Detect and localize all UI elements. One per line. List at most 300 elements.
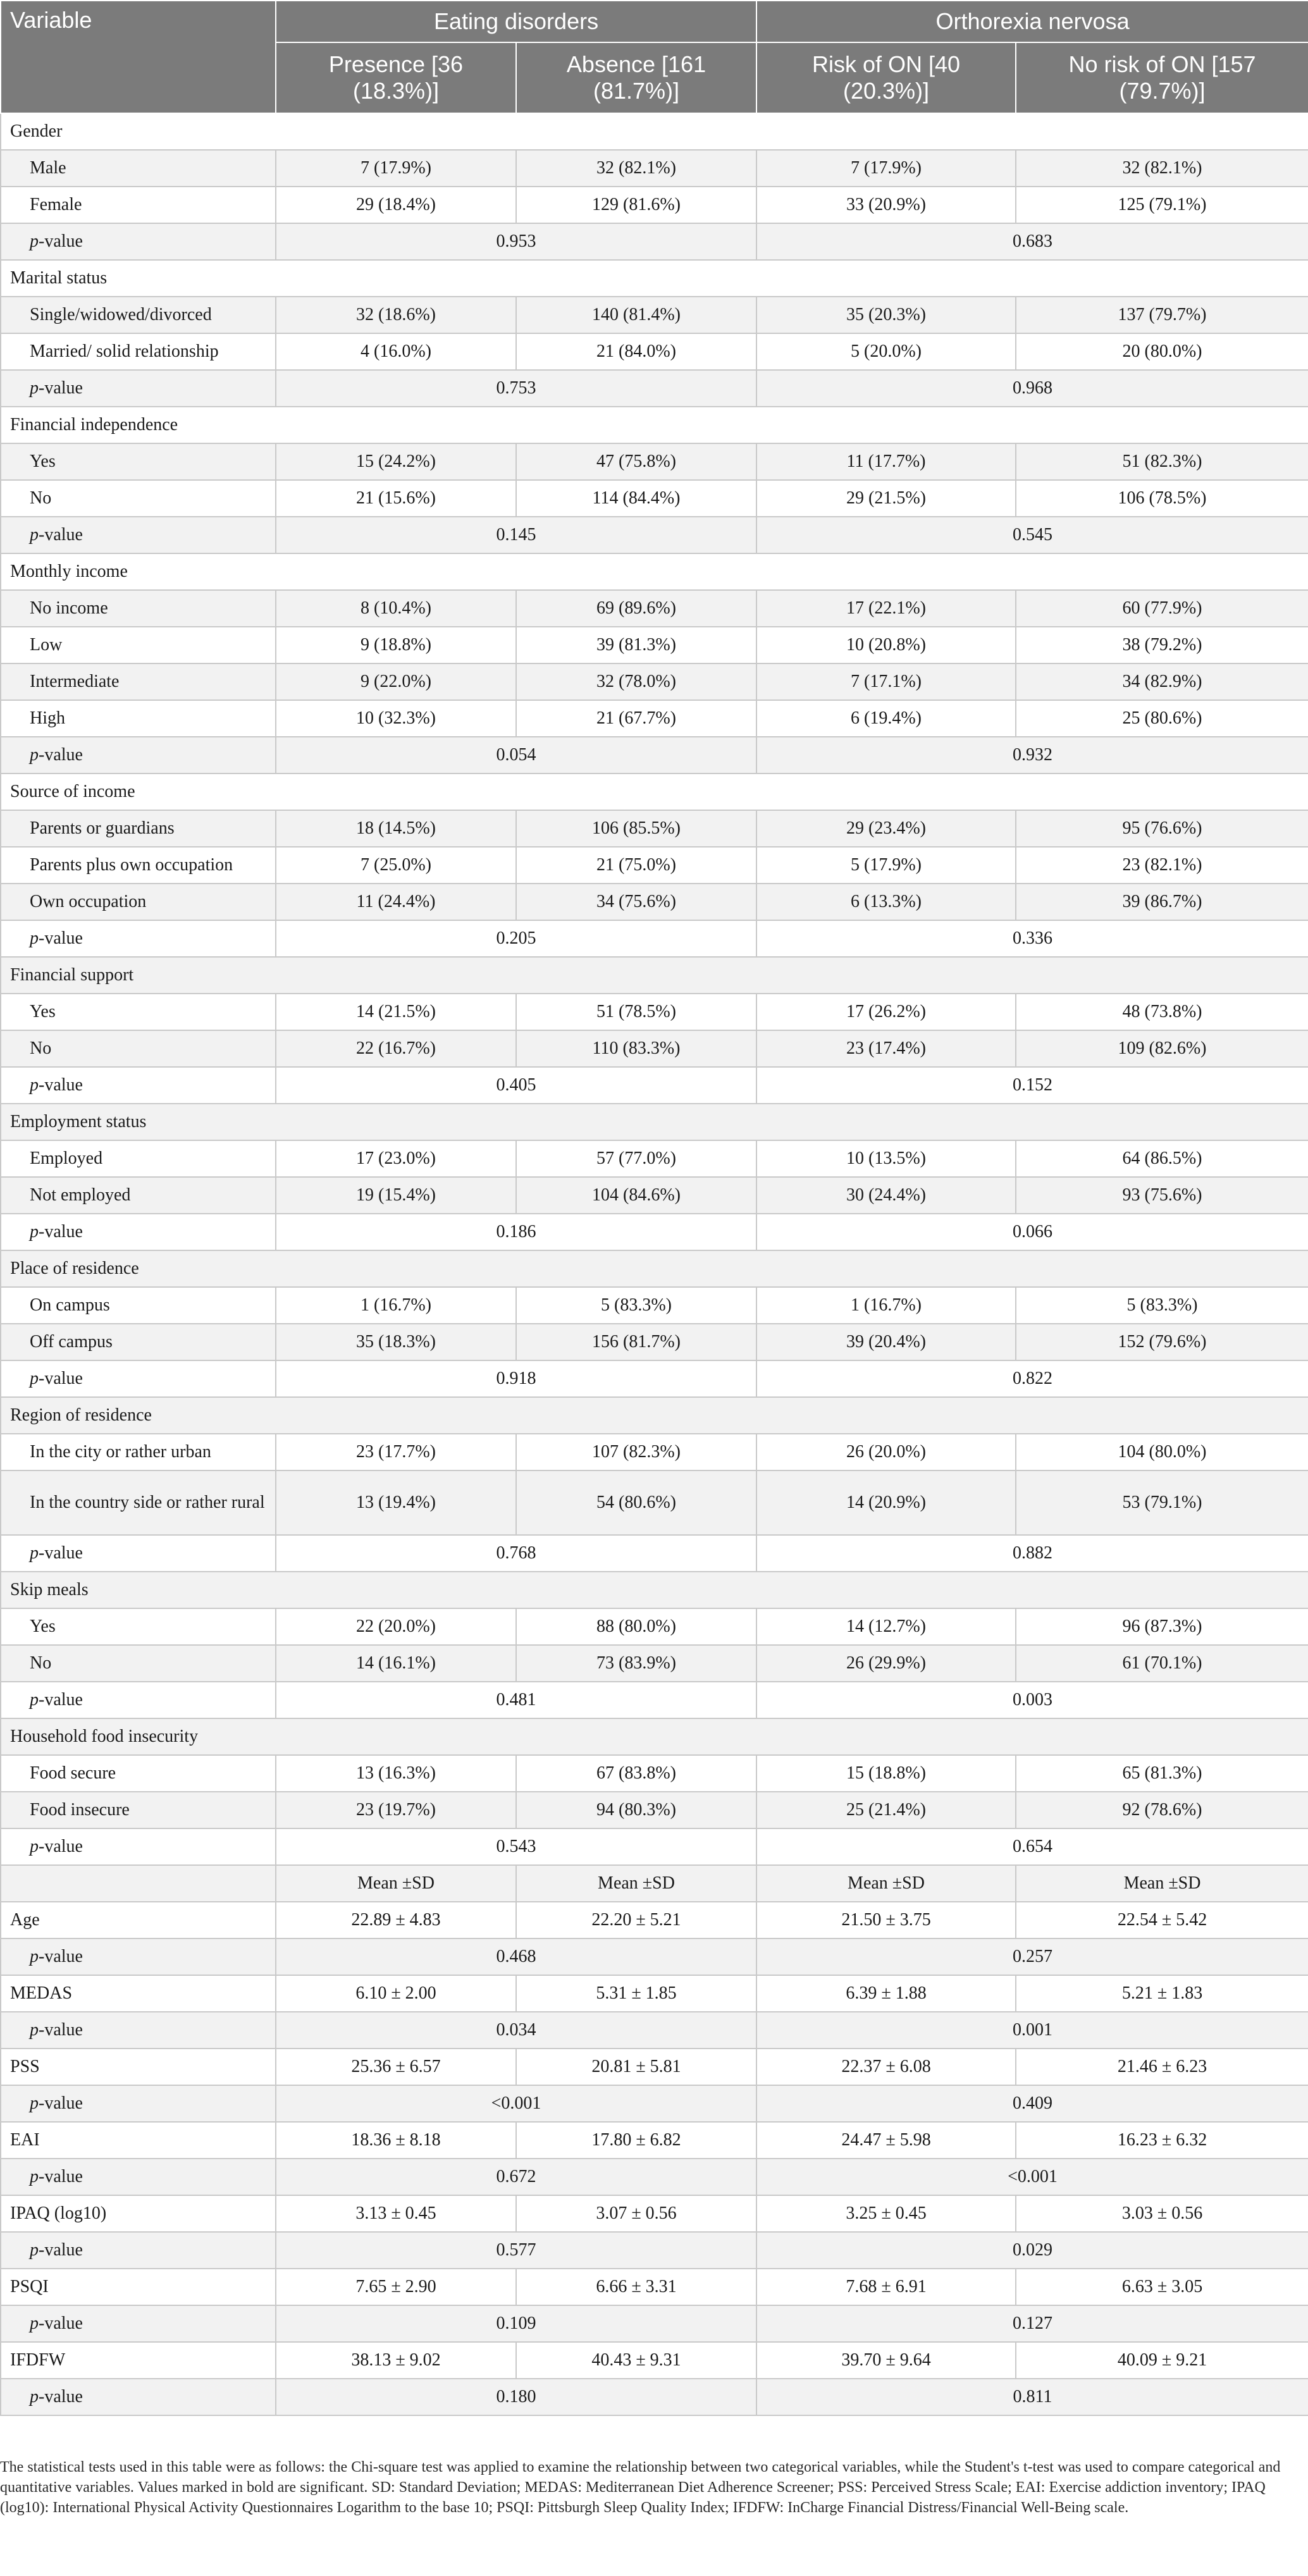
- table-row: [1, 297, 1308, 333]
- p-suffix: -value: [39, 2314, 83, 2333]
- p-value-orthorexia: 0.029: [756, 2232, 1308, 2269]
- section-title: Employment status: [1, 1104, 1308, 1140]
- cell-value: 156 (81.7%): [516, 1324, 756, 1360]
- mean-sd-value: 3.13 ± 0.45: [276, 2195, 516, 2232]
- mean-sd-value: 39.70 ± 9.64: [756, 2342, 1016, 2379]
- quantitative-label: IFDFW: [1, 2342, 276, 2379]
- header-presence: Presence [36 (18.3%)]: [276, 42, 516, 113]
- cell-value: 25 (21.4%): [756, 1792, 1016, 1828]
- section-title: Marital status: [1, 260, 1308, 297]
- cell-value: 33 (20.9%): [756, 187, 1016, 223]
- p-suffix: -value: [39, 928, 83, 948]
- cell-value: 23 (17.4%): [756, 1030, 1016, 1067]
- p-value-eating-disorders: 0.180: [276, 2379, 756, 2415]
- cell-value: 23 (82.1%): [1016, 847, 1308, 884]
- row-label: Female: [1, 187, 276, 223]
- p-value-orthorexia: 0.152: [756, 1067, 1308, 1104]
- cell-value: 137 (79.7%): [1016, 297, 1308, 333]
- p-value-eating-disorders: 0.918: [276, 1360, 756, 1397]
- section-title: Household food insecurity: [1, 1718, 1308, 1755]
- p-value-orthorexia: 0.932: [756, 737, 1308, 773]
- table-row: [1, 663, 1308, 700]
- row-label: No income: [1, 590, 276, 627]
- p-value-eating-disorders: 0.405: [276, 1067, 756, 1104]
- table-row: [1, 1828, 1308, 1865]
- header-group-eating-disorders: Eating disorders: [276, 1, 756, 42]
- p-value-label: [1, 2012, 276, 2049]
- p-suffix: -value: [39, 2020, 83, 2040]
- table-row: [1, 884, 1308, 920]
- mean-sd-value: 22.20 ± 5.21: [516, 1902, 756, 1938]
- p-value-label: [1, 1535, 276, 1572]
- row-label: In the country side or rather rural: [1, 1470, 276, 1535]
- table-row: [1, 2305, 1308, 2342]
- cell-value: 54 (80.6%): [516, 1470, 756, 1535]
- cell-value: 15 (18.8%): [756, 1755, 1016, 1792]
- table-row: [1, 2342, 1308, 2379]
- cell-value: 129 (81.6%): [516, 187, 756, 223]
- row-label: No: [1, 480, 276, 517]
- cell-value: 6 (19.4%): [756, 700, 1016, 737]
- mean-sd-header: Mean ±SD: [516, 1865, 756, 1902]
- cell-value: 15 (24.2%): [276, 443, 516, 480]
- mean-sd-value: 40.09 ± 9.21: [1016, 2342, 1308, 2379]
- section-title: Gender: [1, 113, 1308, 150]
- mean-sd-value: 22.89 ± 4.83: [276, 1902, 516, 1938]
- table-row: [1, 773, 1308, 810]
- quantitative-label: PSS: [1, 2049, 276, 2085]
- section-title: Skip meals: [1, 1572, 1308, 1608]
- mean-sd-value: 7.65 ± 2.90: [276, 2269, 516, 2305]
- cell-value: 22 (16.7%): [276, 1030, 516, 1067]
- p-value-eating-disorders: 0.543: [276, 1828, 756, 1865]
- cell-value: 4 (16.0%): [276, 333, 516, 370]
- p-suffix: -value: [39, 1837, 83, 1856]
- row-label: Food insecure: [1, 1792, 276, 1828]
- cell-value: 6 (13.3%): [756, 884, 1016, 920]
- mean-sd-value: 3.03 ± 0.56: [1016, 2195, 1308, 2232]
- row-label: Employed: [1, 1140, 276, 1177]
- p-value-eating-disorders: <0.001: [276, 2085, 756, 2122]
- cell-value: 10 (20.8%): [756, 627, 1016, 663]
- table-row: [1, 590, 1308, 627]
- cell-value: 29 (18.4%): [276, 187, 516, 223]
- quantitative-label: MEDAS: [1, 1975, 276, 2012]
- p-value-label: [1, 1214, 276, 1250]
- cell-value: 106 (85.5%): [516, 810, 756, 847]
- header-absence: Absence [161 (81.7%)]: [516, 42, 756, 113]
- table-row: [1, 1975, 1308, 2012]
- cell-value: 23 (19.7%): [276, 1792, 516, 1828]
- table-row: [1, 2379, 1308, 2415]
- header-risk-of-on: Risk of ON [40 (20.3%)]: [756, 42, 1016, 113]
- row-label: Own occupation: [1, 884, 276, 920]
- table-footnote: The statistical tests used in this table were as follows: the Chi-square test was applied to examine the relationship between two categorical variables, while the Student's t-test was used to compare categorical and quantitative variables. Values marked in bold are significant. SD: Standard Deviation; MEDAS: Mediterranean Diet Adherence Screener; PSS: Perceived Stress Scale; EAI: Exercise addiction inventory; IPAQ (log10): International Physical Activity Questionnaires Logarithm to the base 10; PSQI: Pittsburgh Sleep Quality Index; IFDFW: InCharge Financial Distress/Financial Well-Being scale.: [0, 2459, 1281, 2516]
- p-value-orthorexia: 0.257: [756, 1938, 1308, 1975]
- cell-value: 38 (79.2%): [1016, 627, 1308, 663]
- table-row: [1, 1397, 1308, 1434]
- cell-value: 32 (18.6%): [276, 297, 516, 333]
- p-value-orthorexia: 0.127: [756, 2305, 1308, 2342]
- cell-value: 13 (16.3%): [276, 1755, 516, 1792]
- p-italic: p: [30, 2167, 39, 2186]
- cell-value: 26 (20.0%): [756, 1434, 1016, 1470]
- p-suffix: -value: [39, 2387, 83, 2407]
- row-label: No: [1, 1030, 276, 1067]
- p-value-orthorexia: 0.882: [756, 1535, 1308, 1572]
- p-italic: p: [30, 1947, 39, 1966]
- cell-value: 73 (83.9%): [516, 1645, 756, 1682]
- table-row: [1, 1938, 1308, 1975]
- table-row: [1, 1324, 1308, 1360]
- cell-value: 60 (77.9%): [1016, 590, 1308, 627]
- mean-sd-value: 22.37 ± 6.08: [756, 2049, 1016, 2085]
- p-value-orthorexia: 0.336: [756, 920, 1308, 957]
- cell-value: 7 (17.9%): [276, 150, 516, 187]
- table-row: [1, 1214, 1308, 1250]
- p-value-eating-disorders: 0.034: [276, 2012, 756, 2049]
- cell-value: 14 (20.9%): [756, 1470, 1016, 1535]
- cell-value: 11 (24.4%): [276, 884, 516, 920]
- header-group-orthorexia: Orthorexia nervosa: [756, 1, 1308, 42]
- mean-sd-value: 40.43 ± 9.31: [516, 2342, 756, 2379]
- p-italic: p: [30, 1543, 39, 1563]
- mean-sd-value: 17.80 ± 6.82: [516, 2122, 756, 2159]
- mean-sd-value: 21.50 ± 3.75: [756, 1902, 1016, 1938]
- table-row: [1, 553, 1308, 590]
- p-italic: p: [30, 2240, 39, 2260]
- cell-value: 64 (86.5%): [1016, 1140, 1308, 1177]
- p-italic: p: [30, 745, 39, 765]
- table-row: [1, 2122, 1308, 2159]
- table-row: [1, 1177, 1308, 1214]
- table-row: [1, 2012, 1308, 2049]
- cell-value: 14 (21.5%): [276, 994, 516, 1030]
- cell-value: 18 (14.5%): [276, 810, 516, 847]
- table-row: [1, 1104, 1308, 1140]
- section-title: Region of residence: [1, 1397, 1308, 1434]
- mean-sd-value: 16.23 ± 6.32: [1016, 2122, 1308, 2159]
- cell-value: 35 (18.3%): [276, 1324, 516, 1360]
- cell-value: 32 (82.1%): [516, 150, 756, 187]
- p-value-label: [1, 1682, 276, 1718]
- cell-value: 61 (70.1%): [1016, 1645, 1308, 1682]
- quantitative-label: IPAQ (log10): [1, 2195, 276, 2232]
- mean-sd-value: 20.81 ± 5.81: [516, 2049, 756, 2085]
- row-label: High: [1, 700, 276, 737]
- mean-sd-value: 7.68 ± 6.91: [756, 2269, 1016, 2305]
- cell-value: 1 (16.7%): [276, 1287, 516, 1324]
- cell-value: 22 (20.0%): [276, 1608, 516, 1645]
- p-value-orthorexia: 0.066: [756, 1214, 1308, 1250]
- cell-value: 21 (15.6%): [276, 480, 516, 517]
- p-value-orthorexia: 0.811: [756, 2379, 1308, 2415]
- table-row: [1, 1067, 1308, 1104]
- row-label: Off campus: [1, 1324, 276, 1360]
- quantitative-label: Age: [1, 1902, 276, 1938]
- cell-value: 29 (23.4%): [756, 810, 1016, 847]
- mean-sd-header: Mean ±SD: [276, 1865, 516, 1902]
- cell-value: 104 (84.6%): [516, 1177, 756, 1214]
- section-title: Financial independence: [1, 407, 1308, 443]
- cell-value: 14 (12.7%): [756, 1608, 1016, 1645]
- cell-value: 29 (21.5%): [756, 480, 1016, 517]
- table-row: [1, 920, 1308, 957]
- p-value-orthorexia: 0.822: [756, 1360, 1308, 1397]
- mean-sd-value: 3.07 ± 0.56: [516, 2195, 756, 2232]
- cell-value: 35 (20.3%): [756, 297, 1016, 333]
- row-label: Yes: [1, 1608, 276, 1645]
- table-row: [1, 443, 1308, 480]
- table-row: [1, 1470, 1308, 1535]
- cell-value: 88 (80.0%): [516, 1608, 756, 1645]
- cell-value: 21 (84.0%): [516, 333, 756, 370]
- p-suffix: -value: [39, 1222, 83, 1242]
- table-row: [1, 407, 1308, 443]
- p-italic: p: [30, 1690, 39, 1710]
- mean-sd-value: 6.39 ± 1.88: [756, 1975, 1016, 2012]
- cell-value: 67 (83.8%): [516, 1755, 756, 1792]
- p-italic: p: [30, 2314, 39, 2333]
- table-row: [1, 810, 1308, 847]
- cell-value: 10 (13.5%): [756, 1140, 1016, 1177]
- row-label: No: [1, 1645, 276, 1682]
- p-value-label: [1, 1360, 276, 1397]
- cell-value: 11 (17.7%): [756, 443, 1016, 480]
- cell-value: 152 (79.6%): [1016, 1324, 1308, 1360]
- cell-value: 34 (82.9%): [1016, 663, 1308, 700]
- cell-value: 39 (86.7%): [1016, 884, 1308, 920]
- header-no-risk-of-on: No risk of ON [157 (79.7%)]: [1016, 42, 1308, 113]
- p-italic: p: [30, 1837, 39, 1856]
- p-suffix: -value: [39, 231, 83, 251]
- p-value-eating-disorders: 0.481: [276, 1682, 756, 1718]
- table-row: [1, 1718, 1308, 1755]
- cell-value: 17 (26.2%): [756, 994, 1016, 1030]
- p-value-label: [1, 1938, 276, 1975]
- mean-sd-value: 38.13 ± 9.02: [276, 2342, 516, 2379]
- p-value-eating-disorders: 0.145: [276, 517, 756, 553]
- section-title: Place of residence: [1, 1250, 1308, 1287]
- cell-value: 7 (25.0%): [276, 847, 516, 884]
- p-value-eating-disorders: 0.186: [276, 1214, 756, 1250]
- cell-value: 110 (83.3%): [516, 1030, 756, 1067]
- cell-value: 34 (75.6%): [516, 884, 756, 920]
- table-row: [1, 113, 1308, 150]
- cell-value: 21 (67.7%): [516, 700, 756, 737]
- cell-value: 93 (75.6%): [1016, 1177, 1308, 1214]
- p-value-eating-disorders: 0.953: [276, 223, 756, 260]
- row-label: In the city or rather urban: [1, 1434, 276, 1470]
- p-value-eating-disorders: 0.768: [276, 1535, 756, 1572]
- table-row: [1, 1360, 1308, 1397]
- mean-sd-value: 18.36 ± 8.18: [276, 2122, 516, 2159]
- p-value-orthorexia: <0.001: [756, 2159, 1308, 2195]
- cell-value: 5 (83.3%): [1016, 1287, 1308, 1324]
- cell-value: 17 (22.1%): [756, 590, 1016, 627]
- p-italic: p: [30, 2020, 39, 2040]
- cell-value: 47 (75.8%): [516, 443, 756, 480]
- mean-sd-value: 5.31 ± 1.85: [516, 1975, 756, 2012]
- p-value-eating-disorders: 0.109: [276, 2305, 756, 2342]
- mean-sd-value: 3.25 ± 0.45: [756, 2195, 1016, 2232]
- cell-value: 106 (78.5%): [1016, 480, 1308, 517]
- p-suffix: -value: [39, 2240, 83, 2260]
- row-label: Food secure: [1, 1755, 276, 1792]
- cell-value: 104 (80.0%): [1016, 1434, 1308, 1470]
- row-label: Parents plus own occupation: [1, 847, 276, 884]
- table-header: [1, 1, 1308, 113]
- table-row: [1, 517, 1308, 553]
- row-label: On campus: [1, 1287, 276, 1324]
- row-label: Yes: [1, 994, 276, 1030]
- table-row: [1, 2049, 1308, 2085]
- cell-value: 19 (15.4%): [276, 1177, 516, 1214]
- mean-sd-header: Mean ±SD: [756, 1865, 1016, 1902]
- p-value-label: [1, 1067, 276, 1104]
- cell-value: 107 (82.3%): [516, 1434, 756, 1470]
- quantitative-label: PSQI: [1, 2269, 276, 2305]
- p-italic: p: [30, 928, 39, 948]
- p-value-label: [1, 370, 276, 407]
- cell-value: 53 (79.1%): [1016, 1470, 1308, 1535]
- table-row: [1, 1755, 1308, 1792]
- cell-value: 9 (18.8%): [276, 627, 516, 663]
- cell-value: 21 (75.0%): [516, 847, 756, 884]
- table-row: [1, 700, 1308, 737]
- table-row: [1, 2232, 1308, 2269]
- table-row: [1, 1645, 1308, 1682]
- table-row: [1, 150, 1308, 187]
- section-title: Financial support: [1, 957, 1308, 994]
- cell-value: 10 (32.3%): [276, 700, 516, 737]
- mean-sd-value: 25.36 ± 6.57: [276, 2049, 516, 2085]
- cell-value: 7 (17.9%): [756, 150, 1016, 187]
- table-row: [1, 187, 1308, 223]
- p-value-eating-disorders: 0.468: [276, 1938, 756, 1975]
- section-title: Monthly income: [1, 553, 1308, 590]
- p-italic: p: [30, 378, 39, 398]
- p-suffix: -value: [39, 1075, 83, 1095]
- cell-value: 7 (17.1%): [756, 663, 1016, 700]
- table-row: [1, 480, 1308, 517]
- mean-sd-value: 6.66 ± 3.31: [516, 2269, 756, 2305]
- cell-value: 5 (20.0%): [756, 333, 1016, 370]
- table-row: [1, 847, 1308, 884]
- cell-value: 94 (80.3%): [516, 1792, 756, 1828]
- p-value-orthorexia: 0.409: [756, 2085, 1308, 2122]
- p-value-label: [1, 223, 276, 260]
- table-row: [1, 994, 1308, 1030]
- cell-value: 17 (23.0%): [276, 1140, 516, 1177]
- p-value-label: [1, 2232, 276, 2269]
- p-value-eating-disorders: 0.577: [276, 2232, 756, 2269]
- p-suffix: -value: [39, 525, 83, 545]
- cell-value: 125 (79.1%): [1016, 187, 1308, 223]
- p-suffix: -value: [39, 2167, 83, 2186]
- cell-value: 69 (89.6%): [516, 590, 756, 627]
- table-row: [1, 1865, 1308, 1902]
- p-value-eating-disorders: 0.054: [276, 737, 756, 773]
- p-suffix: -value: [39, 378, 83, 398]
- cell-value: 32 (78.0%): [516, 663, 756, 700]
- table-row: [1, 1902, 1308, 1938]
- cell-value: 26 (29.9%): [756, 1645, 1016, 1682]
- table-row: [1, 2159, 1308, 2195]
- cell-value: 1 (16.7%): [756, 1287, 1016, 1324]
- cell-value: 14 (16.1%): [276, 1645, 516, 1682]
- table-row: [1, 1608, 1308, 1645]
- table-row: [1, 2195, 1308, 2232]
- header-variable: Variable: [1, 1, 276, 113]
- table-row: [1, 1287, 1308, 1324]
- p-value-orthorexia: 0.001: [756, 2012, 1308, 2049]
- p-suffix: -value: [39, 1690, 83, 1710]
- section-title: Source of income: [1, 773, 1308, 810]
- mean-sd-value: 24.47 ± 5.98: [756, 2122, 1016, 2159]
- cell-value: 20 (80.0%): [1016, 333, 1308, 370]
- mean-sd-value: 6.63 ± 3.05: [1016, 2269, 1308, 2305]
- table-row: [1, 1030, 1308, 1067]
- mean-sd-value: 6.10 ± 2.00: [276, 1975, 516, 2012]
- mean-sd-header: Mean ±SD: [1016, 1865, 1308, 1902]
- cell-value: 8 (10.4%): [276, 590, 516, 627]
- table-row: [1, 333, 1308, 370]
- p-value-label: [1, 2379, 276, 2415]
- p-value-label: [1, 737, 276, 773]
- cell-value: 48 (73.8%): [1016, 994, 1308, 1030]
- row-label: Not employed: [1, 1177, 276, 1214]
- p-italic: p: [30, 2387, 39, 2407]
- p-value-orthorexia: 0.968: [756, 370, 1308, 407]
- quantitative-label: EAI: [1, 2122, 276, 2159]
- table-row: [1, 370, 1308, 407]
- table-body: [1, 113, 1308, 2415]
- table-row: [1, 1792, 1308, 1828]
- mean-sd-value: 21.46 ± 6.23: [1016, 2049, 1308, 2085]
- p-value-label: [1, 2305, 276, 2342]
- row-label: Parents or guardians: [1, 810, 276, 847]
- cell-value: 57 (77.0%): [516, 1140, 756, 1177]
- p-value-orthorexia: 0.683: [756, 223, 1308, 260]
- row-label: Married/ solid relationship: [1, 333, 276, 370]
- p-value-eating-disorders: 0.205: [276, 920, 756, 957]
- mean-sd-value: 22.54 ± 5.42: [1016, 1902, 1308, 1938]
- cell-value: 32 (82.1%): [1016, 150, 1308, 187]
- p-suffix: -value: [39, 2093, 83, 2113]
- p-value-orthorexia: 0.545: [756, 517, 1308, 553]
- p-suffix: -value: [39, 1947, 83, 1966]
- cell-value: 25 (80.6%): [1016, 700, 1308, 737]
- p-value-eating-disorders: 0.753: [276, 370, 756, 407]
- cell-value: 109 (82.6%): [1016, 1030, 1308, 1067]
- cell-value: 92 (78.6%): [1016, 1792, 1308, 1828]
- table-row: [1, 957, 1308, 994]
- table-row: [1, 737, 1308, 773]
- table-row: [1, 627, 1308, 663]
- table-row: [1, 1434, 1308, 1470]
- mean-header-spacer: [1, 1865, 276, 1902]
- row-label: Intermediate: [1, 663, 276, 700]
- cell-value: 39 (20.4%): [756, 1324, 1016, 1360]
- table-row: [1, 1682, 1308, 1718]
- p-value-orthorexia: 0.654: [756, 1828, 1308, 1865]
- p-italic: p: [30, 231, 39, 251]
- cell-value: 65 (81.3%): [1016, 1755, 1308, 1792]
- table-row: [1, 2085, 1308, 2122]
- p-value-label: [1, 1828, 276, 1865]
- row-label: Yes: [1, 443, 276, 480]
